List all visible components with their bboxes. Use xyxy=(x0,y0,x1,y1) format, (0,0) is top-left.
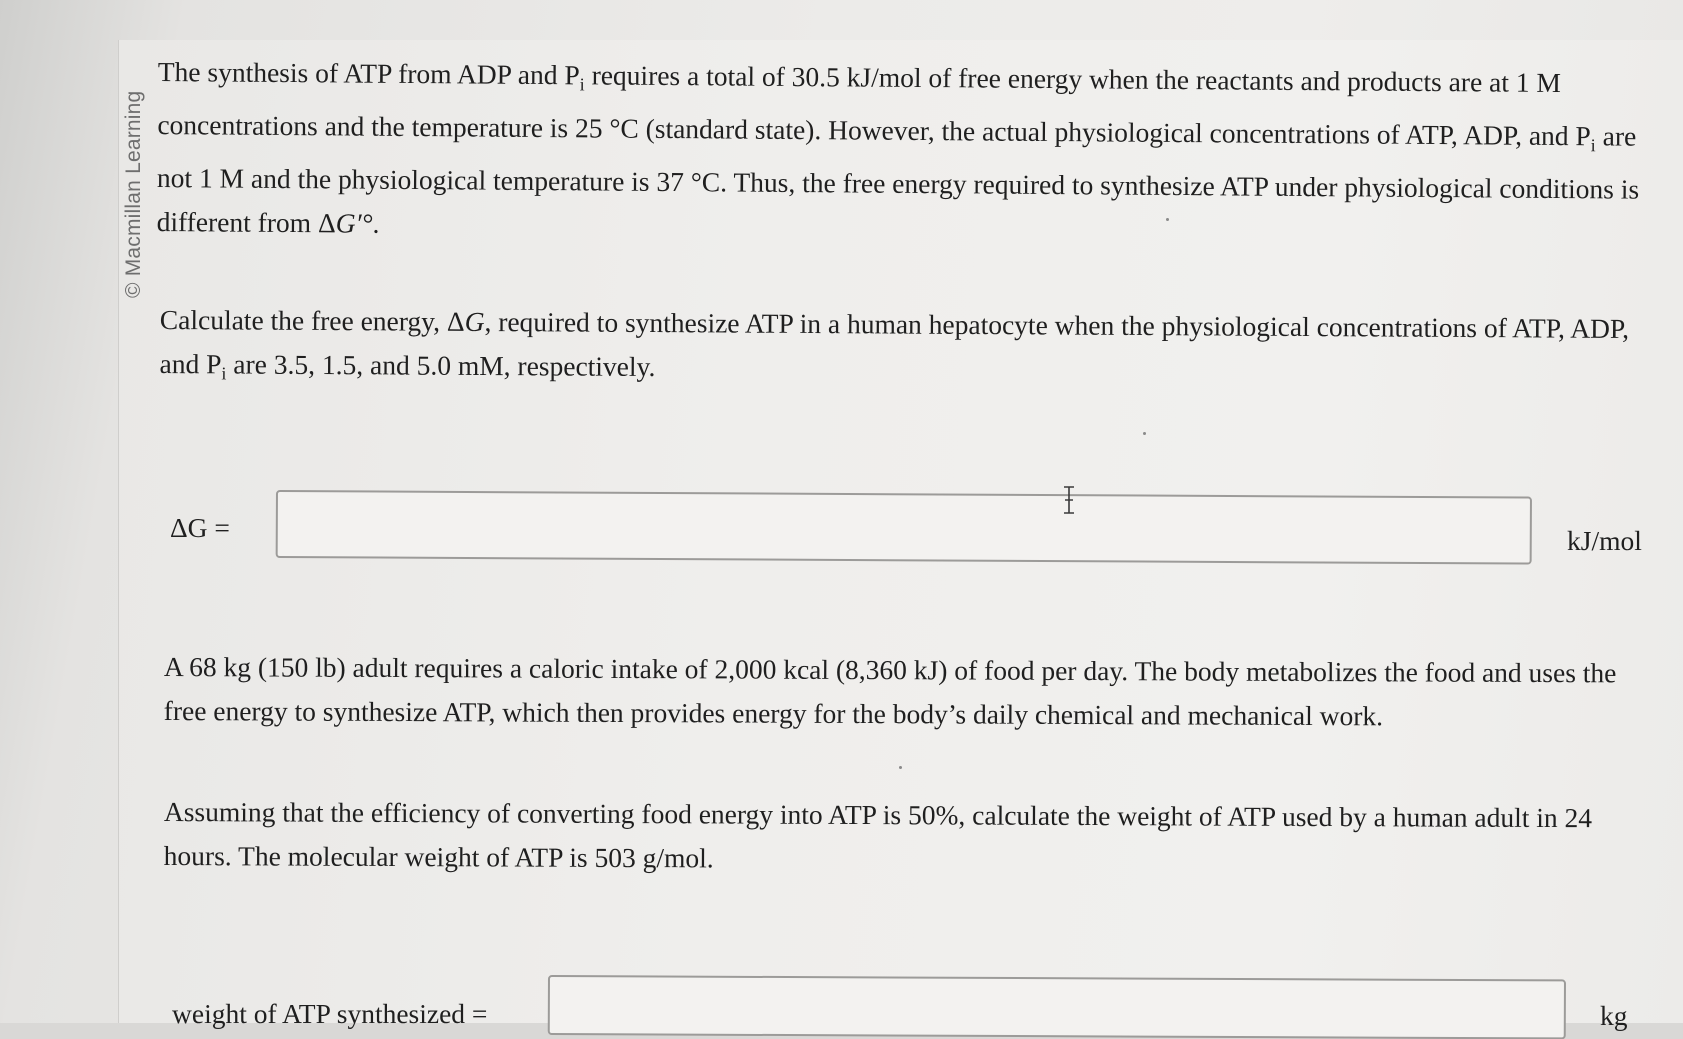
delta-g-unit: kJ/mol xyxy=(1567,525,1642,556)
weight-atp-unit: kg xyxy=(1600,1000,1628,1031)
intro-paragraph: The synthesis of ATP from ADP and $P_i$ requires a total of 30.5 kJ/mol of free energy when the reactants and products are at 1 M concentrations and the temperature is 25 °C (standard state). However, the actual physiological concentrations of ATP, ADP, and $P_i$ are not 1 M and the physiological temperature is 37 °C. Thus, the free energy required to synthesize ATP under physiological conditions is different from ΔG′°. xyxy=(156,55,1640,239)
screen-speck xyxy=(1166,218,1169,221)
delta-g-label: ΔG = xyxy=(170,512,230,543)
question-2-text: Assuming that the efficiency of converting food energy into ATP is 50%, calculate the weight of ATP used by a human adult in 24 hours. The molecular weight of ATP is 503 g/mol. xyxy=(163,795,1593,874)
screen-speck xyxy=(899,766,902,769)
context-paragraph: A 68 kg (150 lb) adult requires a caloric intake of 2,000 kcal (8,360 kJ) of food per day. The body metabolizes the food and uses the free energy to synthesize ATP, which then provides energy for the body’s daily chemical and mechanical work. xyxy=(163,650,1617,732)
screen-speck xyxy=(1143,432,1146,435)
copyright-notice: © Macmillan Learning xyxy=(122,90,145,298)
question-1-text: Calculate the free energy, ΔG, required to synthesize ATP in a human hepatocyte when the physiological concentrations of ATP, ADP, and $P_i$ are 3.5, 1.5, and 5.0 mM, respectively. xyxy=(159,303,1630,384)
delta-g-input[interactable] xyxy=(276,490,1532,565)
text-cursor-icon xyxy=(1062,486,1076,514)
weight-atp-label: weight of ATP synthesized = xyxy=(172,998,488,1029)
weight-atp-input[interactable] xyxy=(548,975,1566,1039)
